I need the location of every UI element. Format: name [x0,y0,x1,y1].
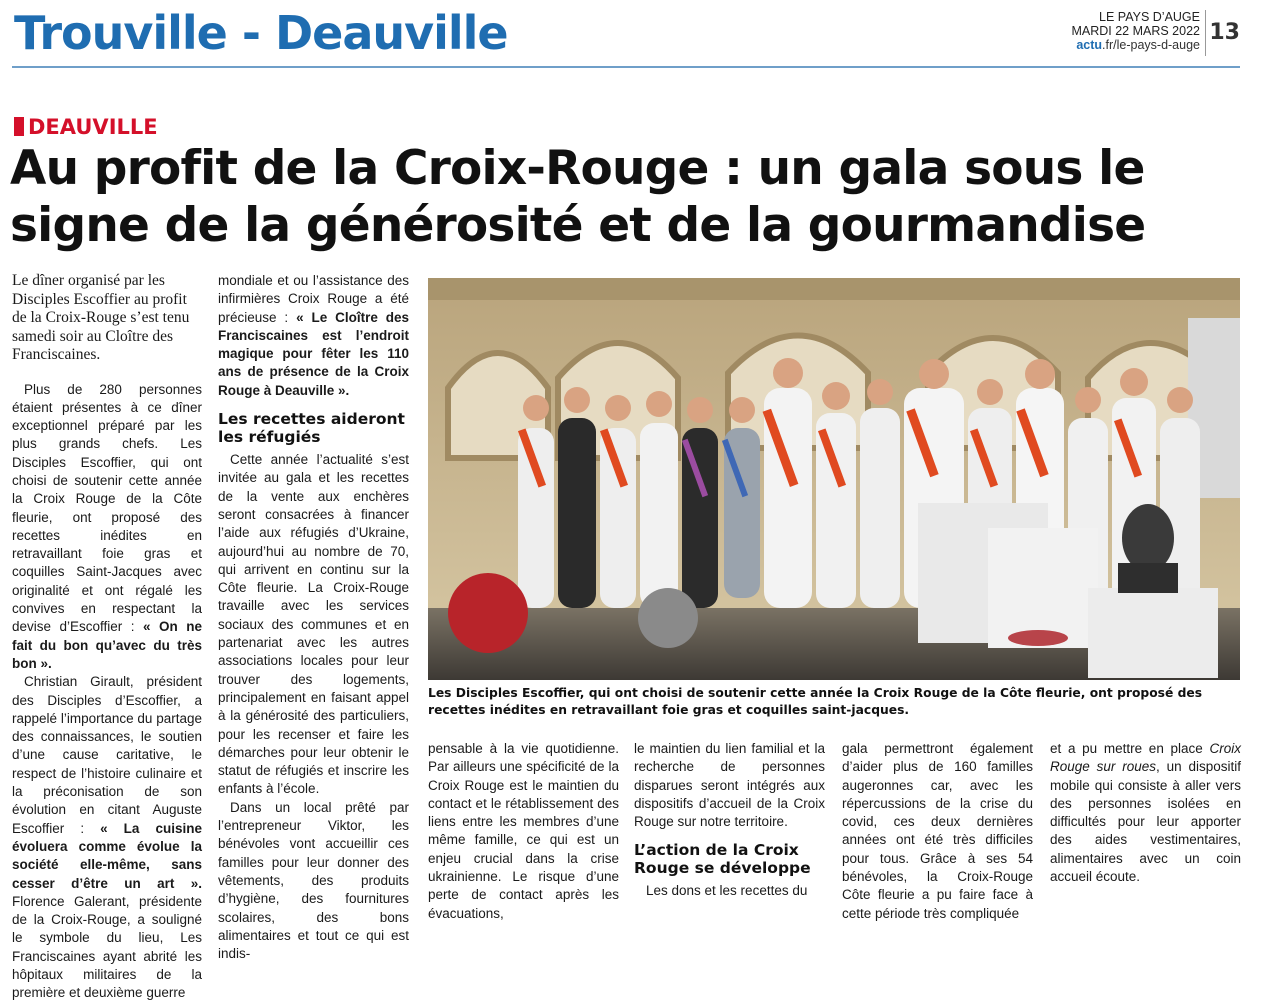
body-paragraph [12,673,202,1002]
body-paragraph: Cette année l’actualité s’est invitée au gala et les recettes de la vente aux enchères seront consacrées à financer l’aide aux réfugiés d’Ukraine, aujourd’hui au nombre de 70, qui arrivent en continu sur la Côte fleurie. La Croix-Rouge travaille avec les services sociaux des communes et en partenariat avec les autres associations locales pour leur trouver des logements, principalement en faisant appel à la générosité des particuliers, pour les recenser et faire les démarches pour leur obtenir le statut de réfugiés et inscrire les enfants à l’école. [218,452,409,797]
body-text: Christian Girault, président des Disciples d’Escoffier, a rappelé l’importance du partage des connaissances, le soutien d’une cause caritative, le respect de l’histoire culinaire et la préconisation de son évolution en citant Auguste Escoffier : [12,674,202,836]
body-paragraph: Les dons et les recettes du [646,883,808,899]
gala-photo [428,278,1240,680]
body-text: Florence Galerant, présidente de la Croix-Rouge, a souligné le symbole du lieu, Les Franciscaines ayant abrité les hôpitaux militaires de la première et deuxième guerre [12,893,202,1001]
kicker-label: DEAUVILLE [28,115,158,139]
escoffier-quote: « La cuisine évoluera comme évolue la société elle-même, sans cesser d’être un art ». [12,820,202,891]
article-column-5 [842,740,1033,923]
president-quote: « Le Cloître des Franciscaines est l’endroit magique pour fêter les 110 ans de présence de la Croix Rouge à Deauville ». [218,309,409,398]
body-paragraph [12,381,202,674]
kicker [14,114,158,140]
publication-website[interactable] [1071,38,1200,52]
program-name: Croix Rouge sur roues [1050,741,1241,775]
article-column-1 [12,272,202,1003]
lead-paragraph: Le dîner organisé par les Disciples Escoffier au profit de la Croix-Rouge s’est tenu samedi soir au Cloître des Franciscaines. [12,272,190,363]
body-paragraph: Dans un local prêté par l’entrepreneur Viktor, les bénévoles vont accueillir ces familles pour leur donner des vêtements, des produits d’hygiène, des fournitures scolaires, des bons alimentaires et tout ce qui est indis- [218,799,409,962]
kicker-square-icon [14,117,24,136]
body-text: , un dispositif mobile qui consiste à aller vers des personnes isolées en difficultés pour leur apporter des aides vestimentaires, alimentaires avec un coin accueil écoute. [1050,759,1242,885]
publication-date: MARDI 22 MARS 2022 [1071,24,1200,38]
subheading: L’action de la Croix Rouge se développe [634,841,811,878]
body-paragraph [1050,740,1241,886]
body-paragraph [218,272,409,400]
photo-caption: Les Disciples Escoffier, qui ont choisi de soutenir cette année la Croix Rouge de la Côte fleurie, ont proposé des recettes inédites en retravaillant foie gras et coquilles saint-jacques. [428,686,1203,717]
gala-photo-illustration [428,278,1240,680]
section-title: Trouville - Deauville [14,6,508,60]
publication-info [1071,10,1200,52]
body-text: mondiale et ou l’assistance des infirmières Croix Rouge a été précieuse : [218,273,409,325]
website-brand: actu [1076,38,1103,52]
body-paragraph: gala permettront également d’aider plus de 160 familles augeronnes car, avec les répercussions de la crise du covid, ces deux dernières années ont été très difficiles pour tous. Grâce à ses 54 bénévoles, la Croix-Rouge Côte fleurie a pu faire face à cette période très compliquée [842,741,1033,921]
website-path: .fr/le-pays-d-auge [1102,38,1200,52]
article-column-6 [1050,740,1241,886]
escoffier-quote: « On ne fait du bon qu’avec du très bon ». [12,619,202,671]
masthead [12,0,1240,68]
body-text: et a pu mettre en place [1050,741,1210,756]
headline: Au profit de la Croix-Rouge : un gala sous le signe de la générosité et de la gourmandise [10,141,1146,253]
page-number: 13 [1205,10,1240,56]
subheading: Les recettes aideront les réfugiés [218,410,405,447]
publication-name: LE PAYS D’AUGE [1099,10,1200,24]
article-column-4 [634,740,825,901]
body-paragraph: pensable à la vie quotidienne. Par ailleurs une spécificité de la Croix Rouge est le maintien du contact et le rétablissement des liens entre les membres d’une même famille, ce qui est un enjeu crucial dans la crise ukrainienne. Le risque d’une perte de contact après les évacuations, [428,741,619,921]
body-text: Plus de 280 personnes étaient présentes à ce dîner exceptionnel préparé par les plus grands chefs. Les Disciples Escoffier, qui ont choisi de soutenir cette année la Croix Rouge de la Côte fleurie, ont proposé des recettes inédites en retravaillant foie gras et coquilles Saint-Jacques avec originalité et ont régalé les convives en respectant la devise d’Escoffier : [12,381,202,635]
article-column-2 [218,272,409,963]
body-paragraph: le maintien du lien familial et la recherche de personnes disparues seront intégrés aux dispositifs d’accueil de la Croix Rouge sur notre territoire. [634,741,825,830]
article-column-3 [428,740,619,923]
